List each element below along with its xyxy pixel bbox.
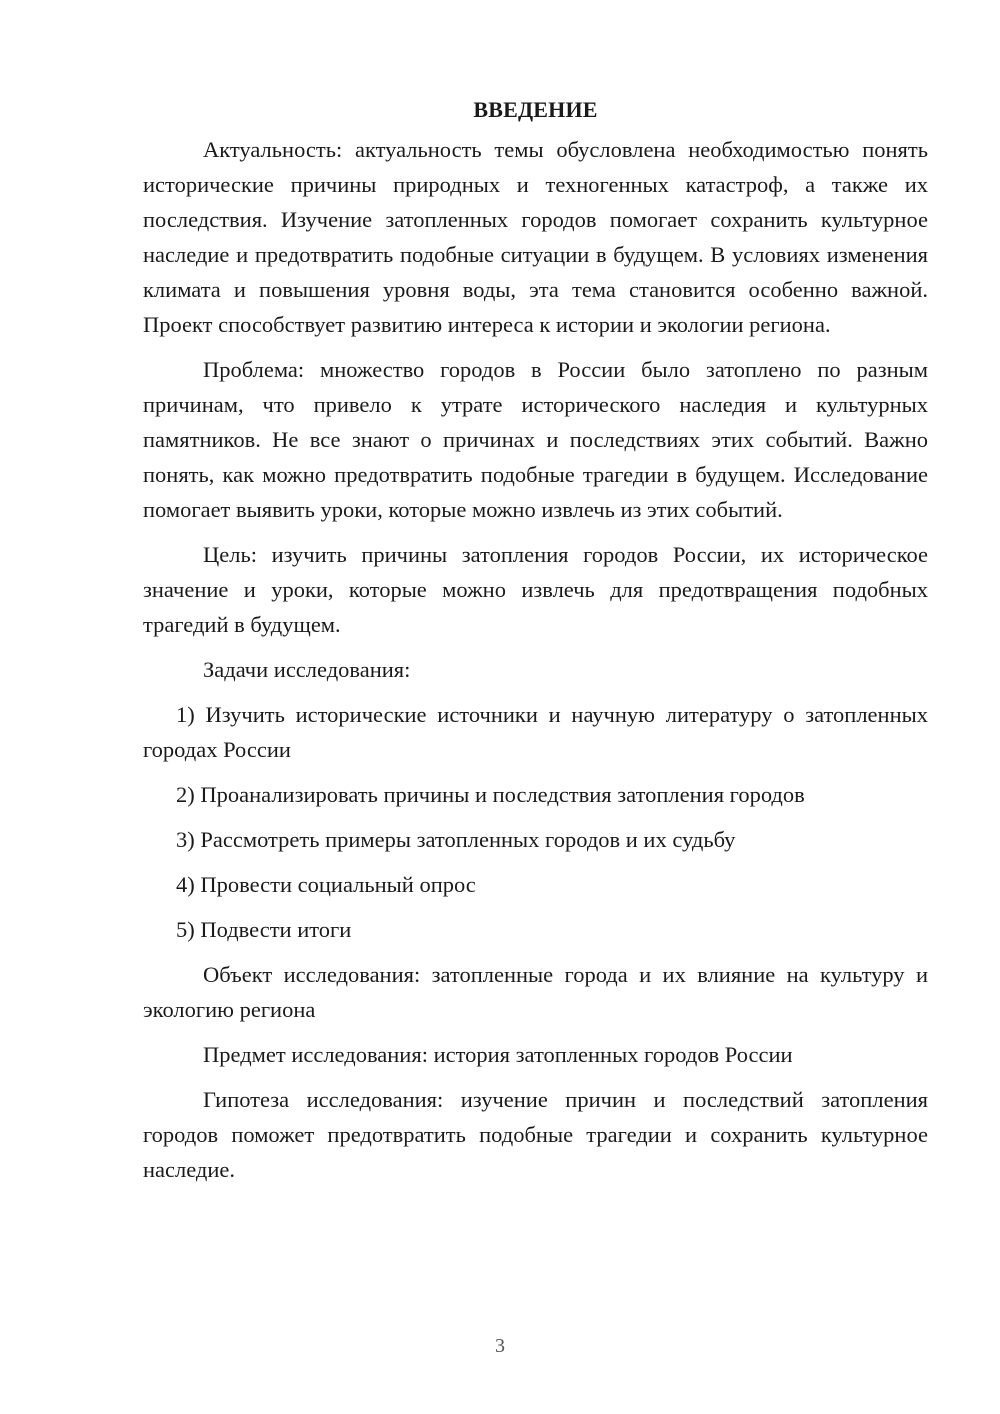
subject-paragraph: Предмет исследования: история затопленных городов России [203,1042,793,1067]
task-item-4: 4) Провести социальный опрос [176,872,476,897]
task-item-5: 5) Подвести итоги [176,917,352,942]
task-item-1: 1) Изучить исторические источники и научную литературу о затопленных городах России [143,702,928,762]
section-title: ВВЕДЕНИЕ [473,97,598,122]
object-paragraph: Объект исследования: затопленные города и их влияние на культуру и экологию региона [143,962,928,1022]
tasks-heading: Задачи исследования: [203,657,411,682]
task-item-2: 2) Проанализировать причины и последствия затопления городов [176,782,805,807]
hypothesis-paragraph: Гипотеза исследования: изучение причин и последствий затопления городов поможет предотвратить подобные трагедии и сохранить культурное наследие. [143,1087,928,1182]
page-number: 3 [495,1335,505,1357]
task-item-3: 3) Рассмотреть примеры затопленных городов и их судьбу [176,827,736,852]
relevance-paragraph: Актуальность: актуальность темы обусловлена необходимостью понять исторические причины природных и техногенных катастроф, а также их последствия. Изучение затопленных городов помогает сохранить культурное наследие и предотвратить подобные ситуации в будущем. В условиях изменения климата и повышения уровня воды, эта тема становится особенно важной. Проект способствует развитию интереса к истории и экологии региона. [143,137,928,337]
problem-paragraph: Проблема: множество городов в России было затоплено по разным причинам, что привело к утрате исторического наследия и культурных памятников. Не все знают о причинах и последствиях этих событий. Важно понять, как можно предотвратить подобные трагедии в будущем. Исследование помогает выявить уроки, которые можно извлечь из этих событий. [143,357,928,522]
goal-paragraph: Цель: изучить причины затопления городов России, их историческое значение и уроки, которые можно извлечь для предотвращения подобных трагедий в будущем. [143,542,928,637]
page-content [143,92,928,1197]
